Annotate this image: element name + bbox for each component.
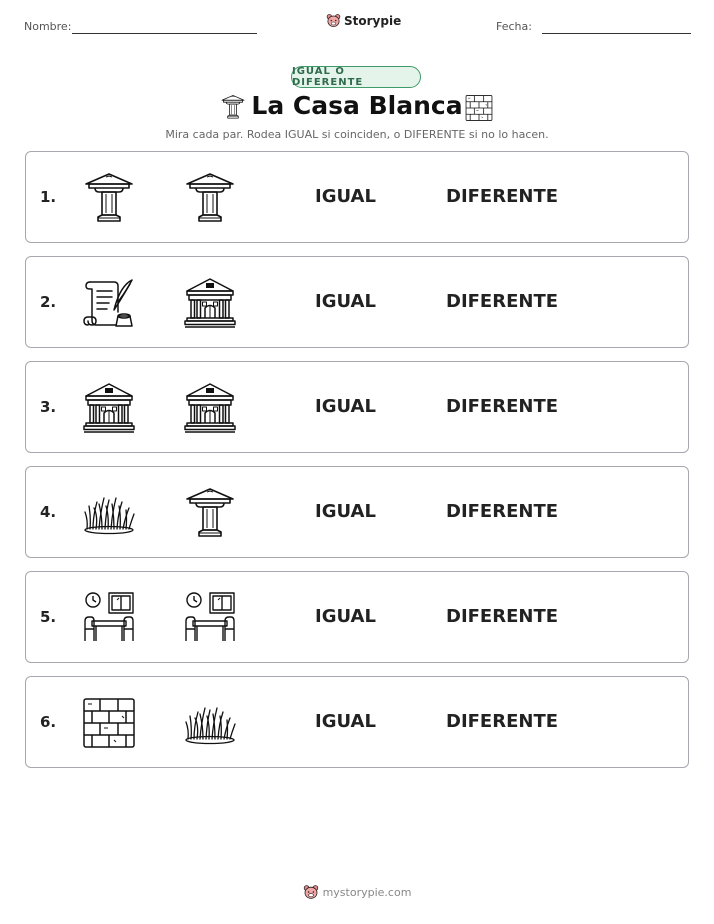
bear-icon [303,884,319,900]
column-icon [183,486,237,540]
brick-wall-icon [82,696,136,750]
white-house-icon [183,276,237,330]
question-row [25,256,689,348]
option-same[interactable]: IGUAL [315,186,376,207]
option-different[interactable]: DIFERENTE [446,501,559,522]
date-line[interactable] [542,33,691,34]
column-icon [82,171,136,225]
question-number: 3. [40,398,57,416]
option-different[interactable]: DIFERENTE [446,186,559,207]
question-number: 5. [40,608,57,626]
option-different[interactable]: DIFERENTE [446,606,559,627]
option-different[interactable]: DIFERENTE [446,291,559,312]
dining-room-icon [82,591,136,645]
question-row [25,466,689,558]
column-icon [183,171,237,225]
question-number: 1. [40,188,57,206]
brick-wall-icon [464,94,494,122]
option-same[interactable]: IGUAL [315,396,376,417]
question-number: 6. [40,713,57,731]
white-house-icon [82,381,136,435]
activity-badge: IGUAL O DIFERENTE [291,66,421,88]
question-row [25,571,689,663]
dining-room-icon [183,591,237,645]
date-label: Fecha: [496,20,532,33]
grass-icon [82,486,136,540]
footer-url: mystorypie.com [322,885,412,899]
question-row [25,361,689,453]
scroll-quill-icon [82,276,136,330]
brand-logo [326,13,401,28]
question-row [25,151,689,243]
option-same[interactable]: IGUAL [315,291,376,312]
brand-name: Storypie [344,13,402,28]
option-same[interactable]: IGUAL [315,501,376,522]
white-house-icon [183,381,237,435]
footer [0,884,714,900]
instructions: Mira cada par. Rodea IGUAL si coinciden, o DIFERENTE si no lo hacen. [165,128,549,141]
name-label: Nombre: [24,20,72,33]
name-line[interactable] [72,33,257,34]
option-different[interactable]: DIFERENTE [446,396,559,417]
question-number: 4. [40,503,57,521]
option-same[interactable]: IGUAL [315,606,376,627]
page-title: La Casa Blanca [251,91,463,120]
bear-icon [326,13,341,28]
option-same[interactable]: IGUAL [315,711,376,732]
option-different[interactable]: DIFERENTE [446,711,559,732]
question-row [25,676,689,768]
grass-icon [183,696,237,750]
question-number: 2. [40,293,57,311]
